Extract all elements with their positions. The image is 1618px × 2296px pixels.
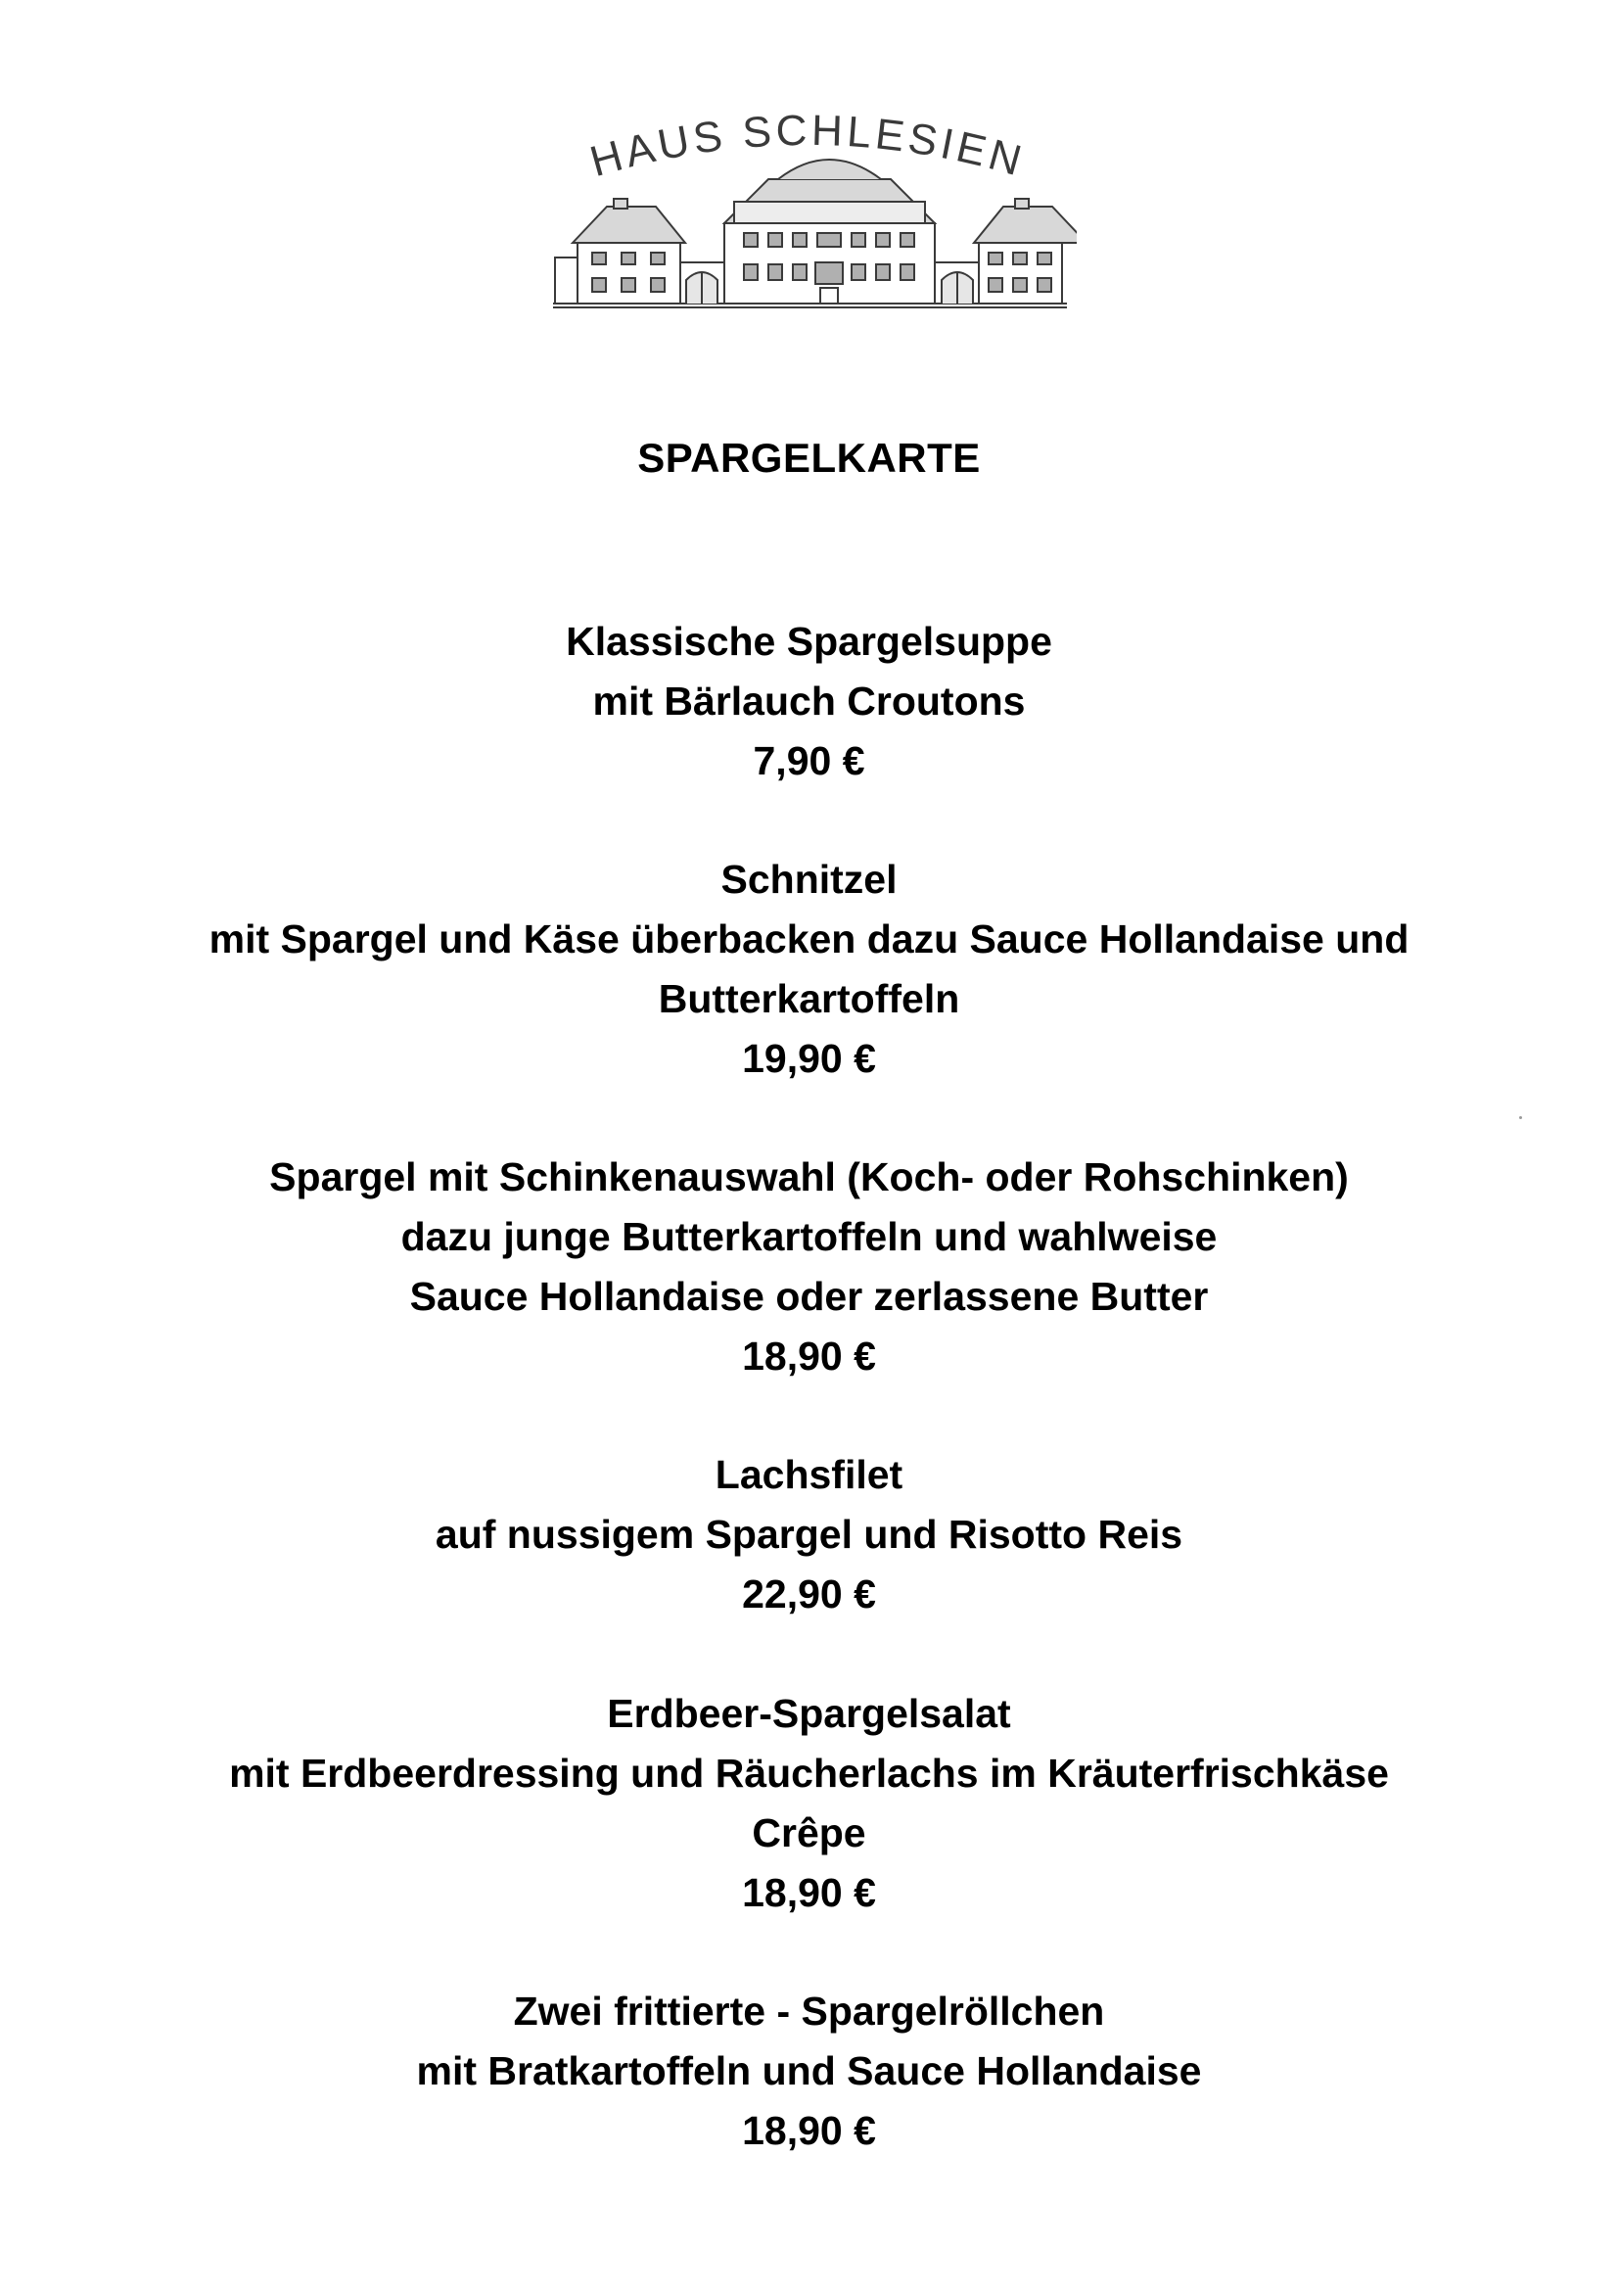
menu-item-description: Butterkartoffeln <box>658 976 960 1021</box>
menu-item-description: Sauce Hollandaise oder zerlassene Butter <box>409 1274 1209 1319</box>
menu-item <box>0 612 1618 791</box>
menu-item-name: Erdbeer-Spargelsalat <box>607 1691 1011 1736</box>
haus-schlesien-logo <box>543 86 1077 321</box>
menu-item-name: Klassische Spargelsuppe <box>566 619 1052 664</box>
menu-item-price: 22,90 € <box>742 1571 876 1617</box>
menu-item-description: dazu junge Butterkartoffeln und wahlweise <box>400 1214 1218 1259</box>
menu-item-price: 18,90 € <box>742 1870 876 1915</box>
menu-item-price: 19,90 € <box>742 1036 876 1081</box>
menu-item-name: Spargel mit Schinkenauswahl (Koch- oder Rohschinken) <box>269 1154 1349 1199</box>
page-title: SPARGELKARTE <box>637 435 981 481</box>
menu-item <box>0 1684 1618 1923</box>
menu-item-description: mit Bärlauch Croutons <box>592 679 1026 724</box>
logo-name-text: HAUS SCHLESIEN <box>584 106 1031 187</box>
menu-item-price: 7,90 € <box>753 738 865 783</box>
menu-item-price: 18,90 € <box>742 2108 876 2153</box>
menu-item-price: 18,90 € <box>742 1334 876 1379</box>
menu-item-description: mit Spargel und Käse überbacken dazu Sauce Hollandaise und <box>208 916 1410 961</box>
menu-item-name: Schnitzel <box>720 857 898 902</box>
menu-item <box>0 1982 1618 2161</box>
menu-item-description: mit Erdbeerdressing und Räucherlachs im Kräuterfrischkäse <box>229 1751 1389 1796</box>
menu-item <box>0 850 1618 1089</box>
stray-dot <box>1519 1116 1522 1119</box>
menu-item-name: Lachsfilet <box>715 1452 903 1497</box>
menu-item <box>0 1148 1618 1386</box>
menu-item-description: auf nussigem Spargel und Risotto Reis <box>435 1512 1183 1557</box>
menu-item-description: Crêpe <box>752 1810 866 1855</box>
menu-item-description: mit Bratkartoffeln und Sauce Hollandaise <box>416 2048 1202 2093</box>
menu-item <box>0 1445 1618 1624</box>
menu-item-name: Zwei frittierte - Spargelröllchen <box>513 1989 1105 2034</box>
